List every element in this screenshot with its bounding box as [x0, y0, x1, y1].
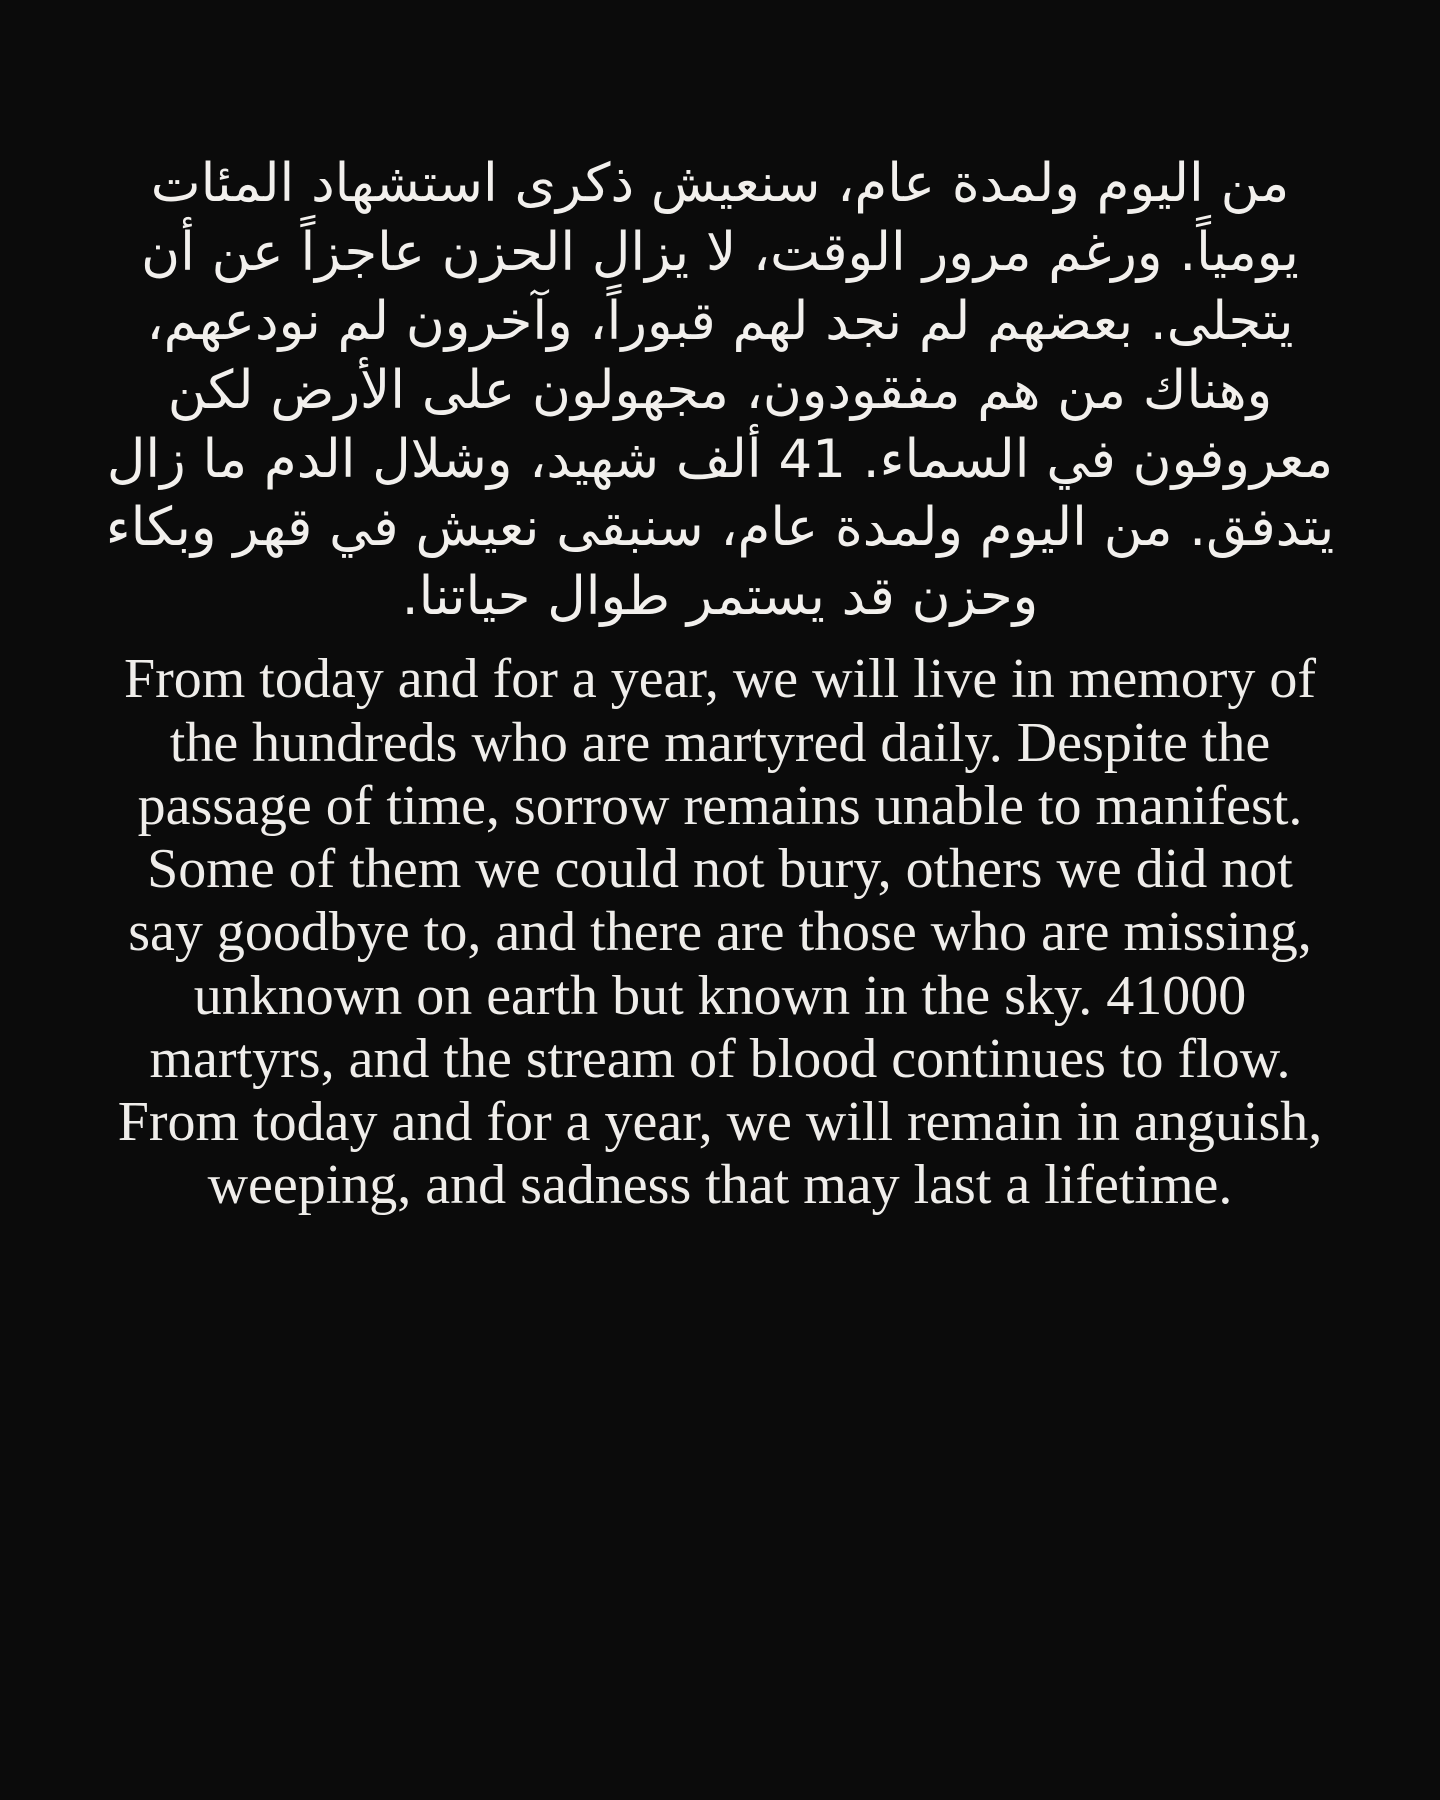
- arabic-statement: من اليوم ولمدة عام، سنعيش ذكرى استشهاد المئات يومياً. ورغم مرور الوقت، لا يزال الحزن عاجزاً عن أن يتجلى. بعضهم لم نجد لهم قبوراً، وآخرون لم نودعهم، وهناك من هم مفقودون، مجهولون على الأرض لكن معروفون في السماء. 41 ألف شهيد، وشلال الدم ما زال يتدفق. من اليوم ولمدة عام، سنبقى نعيش في قهر وبكاء وحزن قد يستمر طوال حياتنا.: [105, 153, 1335, 628]
- english-statement: From today and for a year, we will live in memory of the hundreds who are martyred daily. Despite the passage of time, sorrow remains unable to manifest. Some of them we could not bury, others we did not say goodbye to, and there are those who are missing, unknown on earth but known in the sky. 41000 martyrs, and the stream of blood continues to flow. From today and for a year, we will remain in anguish, weeping, and sadness that may last a lifetime.: [117, 648, 1323, 1217]
